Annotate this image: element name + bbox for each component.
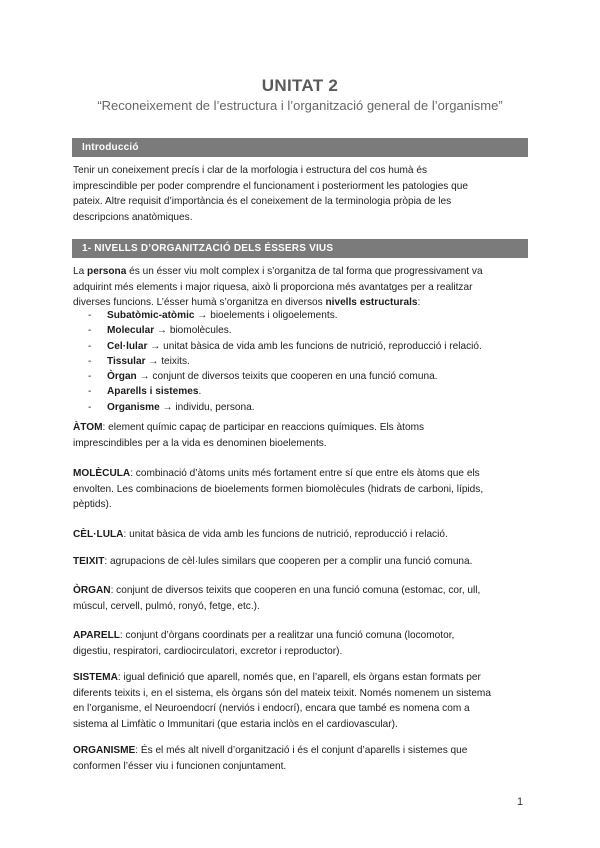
definition-line: pèptids). xyxy=(73,499,112,510)
section1-heading-bar xyxy=(72,239,528,258)
intro-line: pateix. Altre requisit d’importància és el coneixement de la terminologia pròpia de les xyxy=(73,196,452,207)
dash-bullet: - xyxy=(88,325,92,337)
definition-line: digestiu, respiratori, cardiocirculatori, excretor i reproductor). xyxy=(73,645,343,657)
term-nivells-estructurals: nivells estructurals xyxy=(325,297,418,308)
intro-paragraph xyxy=(73,163,535,225)
level-item xyxy=(88,354,528,369)
level-desc: → teixits. xyxy=(145,355,190,367)
level-desc: . xyxy=(198,386,202,398)
level-term: Cel·lular xyxy=(107,340,148,352)
definition-line xyxy=(73,583,535,599)
dash-bullet: - xyxy=(88,310,92,321)
dash-bullet: - xyxy=(88,340,92,352)
definition-sistema xyxy=(73,670,535,732)
definition-term: ÀTOM xyxy=(73,422,103,433)
level-desc: → biomolècules. xyxy=(154,325,232,337)
intro-line: imprescindible per poder comprendre el funcionament i posteriorment les patologies que xyxy=(73,180,468,192)
level-item xyxy=(88,400,528,415)
definition-molecula xyxy=(73,466,535,513)
dash-bullet: - xyxy=(88,401,92,413)
definition-term: APARELL xyxy=(73,630,120,641)
text-run: : És el més alt nivell d’organització i és el conjunt d’aparells i sistemes que xyxy=(135,745,468,756)
definition-organisme xyxy=(73,743,535,774)
text-run: és un ésser viu molt complex i s’organitza de tal forma que progressivament va xyxy=(126,266,483,277)
level-item xyxy=(88,369,528,384)
level-desc: → bioelements i oligoelements. xyxy=(194,310,338,321)
text-run: diverses funcions. L’ésser humà s’organitza en diversos xyxy=(73,297,326,308)
definition-term: MOLÈCULA xyxy=(73,468,131,479)
definition-line xyxy=(73,554,535,570)
level-term: Organisme xyxy=(107,401,160,413)
level-item xyxy=(88,323,528,338)
definition-line: envolten. Les combinacions de bioelements formen biomolècules (hidrats de carboni, lípids, xyxy=(73,483,484,495)
intro-line: Tenir un coneixement precís i clar de la morfologia i estructura del cos humà és xyxy=(73,165,428,176)
persona-line-2: adquirint més elements i major riquesa, això li proporciona més avantatges per a realitzar xyxy=(73,281,473,293)
definition-term: TEIXIT xyxy=(73,556,105,567)
unit-title: UNITAT 2 xyxy=(261,76,339,95)
persona-line-1 xyxy=(73,264,535,280)
definition-term: SISTEMA xyxy=(73,672,118,683)
definition-line xyxy=(73,628,535,644)
level-term: Molecular xyxy=(107,325,155,337)
definition-teixit xyxy=(73,554,535,570)
text-run: : element químic capaç de participar en reaccions químiques. Els àtoms xyxy=(102,422,425,433)
definition-line xyxy=(73,466,535,482)
definition-line: sistema al Limfàtic o Immunitari (que estaria inclòs en el cardiovascular). xyxy=(73,718,398,730)
definition-line xyxy=(73,743,535,759)
level-desc: → unitat bàsica de vida amb les funcions de nutrició, reproducció i relació. xyxy=(147,340,482,352)
level-item xyxy=(88,308,528,323)
text-run: : xyxy=(417,297,421,308)
text-run: : combinació d’àtoms units més fortament entre sí que entre els àtoms que els xyxy=(130,468,480,479)
level-term: Tissular xyxy=(107,355,146,367)
unit-subtitle: “Reconeixement de l’estructura i l’organització general de l’organisme” xyxy=(97,98,503,113)
level-term: Subatòmic-atòmic xyxy=(107,310,195,321)
persona-paragraph xyxy=(73,264,535,311)
definition-cellula xyxy=(73,527,535,543)
level-term: Aparells i sistemes xyxy=(107,386,199,398)
definition-term: ORGANISME xyxy=(73,745,136,756)
intro-line: descripcions anatòmiques. xyxy=(73,211,193,223)
levels-list xyxy=(88,308,528,415)
level-desc: → conjunt de diversos teixits que cooperen en una funció comuna. xyxy=(136,371,438,383)
definition-atom xyxy=(73,420,535,451)
level-item xyxy=(88,339,528,354)
definition-line: múscul, cervell, pulmó, ronyó, fetge, etc.). xyxy=(73,600,260,612)
definition-line: en l’organisme, el Neuroendocrí (nerviós i endocrí), encara que també es nomena com a xyxy=(73,703,470,714)
definition-line: diferents teixits i, en el sistema, els òrgans són del mateix teixit. Només nomenem un sistema xyxy=(73,687,491,699)
dash-bullet: - xyxy=(88,355,92,367)
section1-heading: 1- NIVELLS D’ORGANITZACIÓ DELS ÉSSERS VIUS xyxy=(82,243,334,254)
definition-line xyxy=(73,670,535,686)
term-persona: persona xyxy=(87,266,127,277)
definition-line: imprescindibles per a la vida es denominen bioelements. xyxy=(73,437,327,449)
intro-heading-bar xyxy=(72,138,528,157)
definition-line: conformen l’ésser viu i funcionen conjuntament. xyxy=(73,760,287,772)
definition-organ xyxy=(73,583,535,614)
intro-heading: Introducció xyxy=(82,142,139,153)
definition-term: ÒRGAN xyxy=(73,585,111,596)
definition-aparell xyxy=(73,628,535,659)
definition-line xyxy=(73,527,535,543)
definition-term: CÈL·LULA xyxy=(73,529,124,540)
text-run: La xyxy=(73,266,88,277)
level-desc: → individu, persona. xyxy=(159,401,255,413)
text-run: : agrupacions de cèl·lules similars que cooperen per a complir una funció comuna. xyxy=(104,556,473,567)
definition-line xyxy=(73,420,535,436)
text-run: : unitat bàsica de vida amb les funcions de nutrició, reproducció i relació. xyxy=(123,529,448,540)
level-item xyxy=(88,384,528,399)
dash-bullet: - xyxy=(88,386,92,398)
level-term: Òrgan xyxy=(107,371,137,383)
dash-bullet: - xyxy=(88,371,92,383)
page-number: 1 xyxy=(517,796,524,808)
text-run: : igual definició que aparell, només que, en l’aparell, els òrgans estan formats per xyxy=(117,672,481,683)
text-run: : conjunt de diversos teixits que cooperen en una funció comuna (estomac, cor, ull, xyxy=(110,585,481,596)
text-run: : conjunt d’òrgans coordinats per a realitzar una funció comuna (locomotor, xyxy=(119,630,455,641)
